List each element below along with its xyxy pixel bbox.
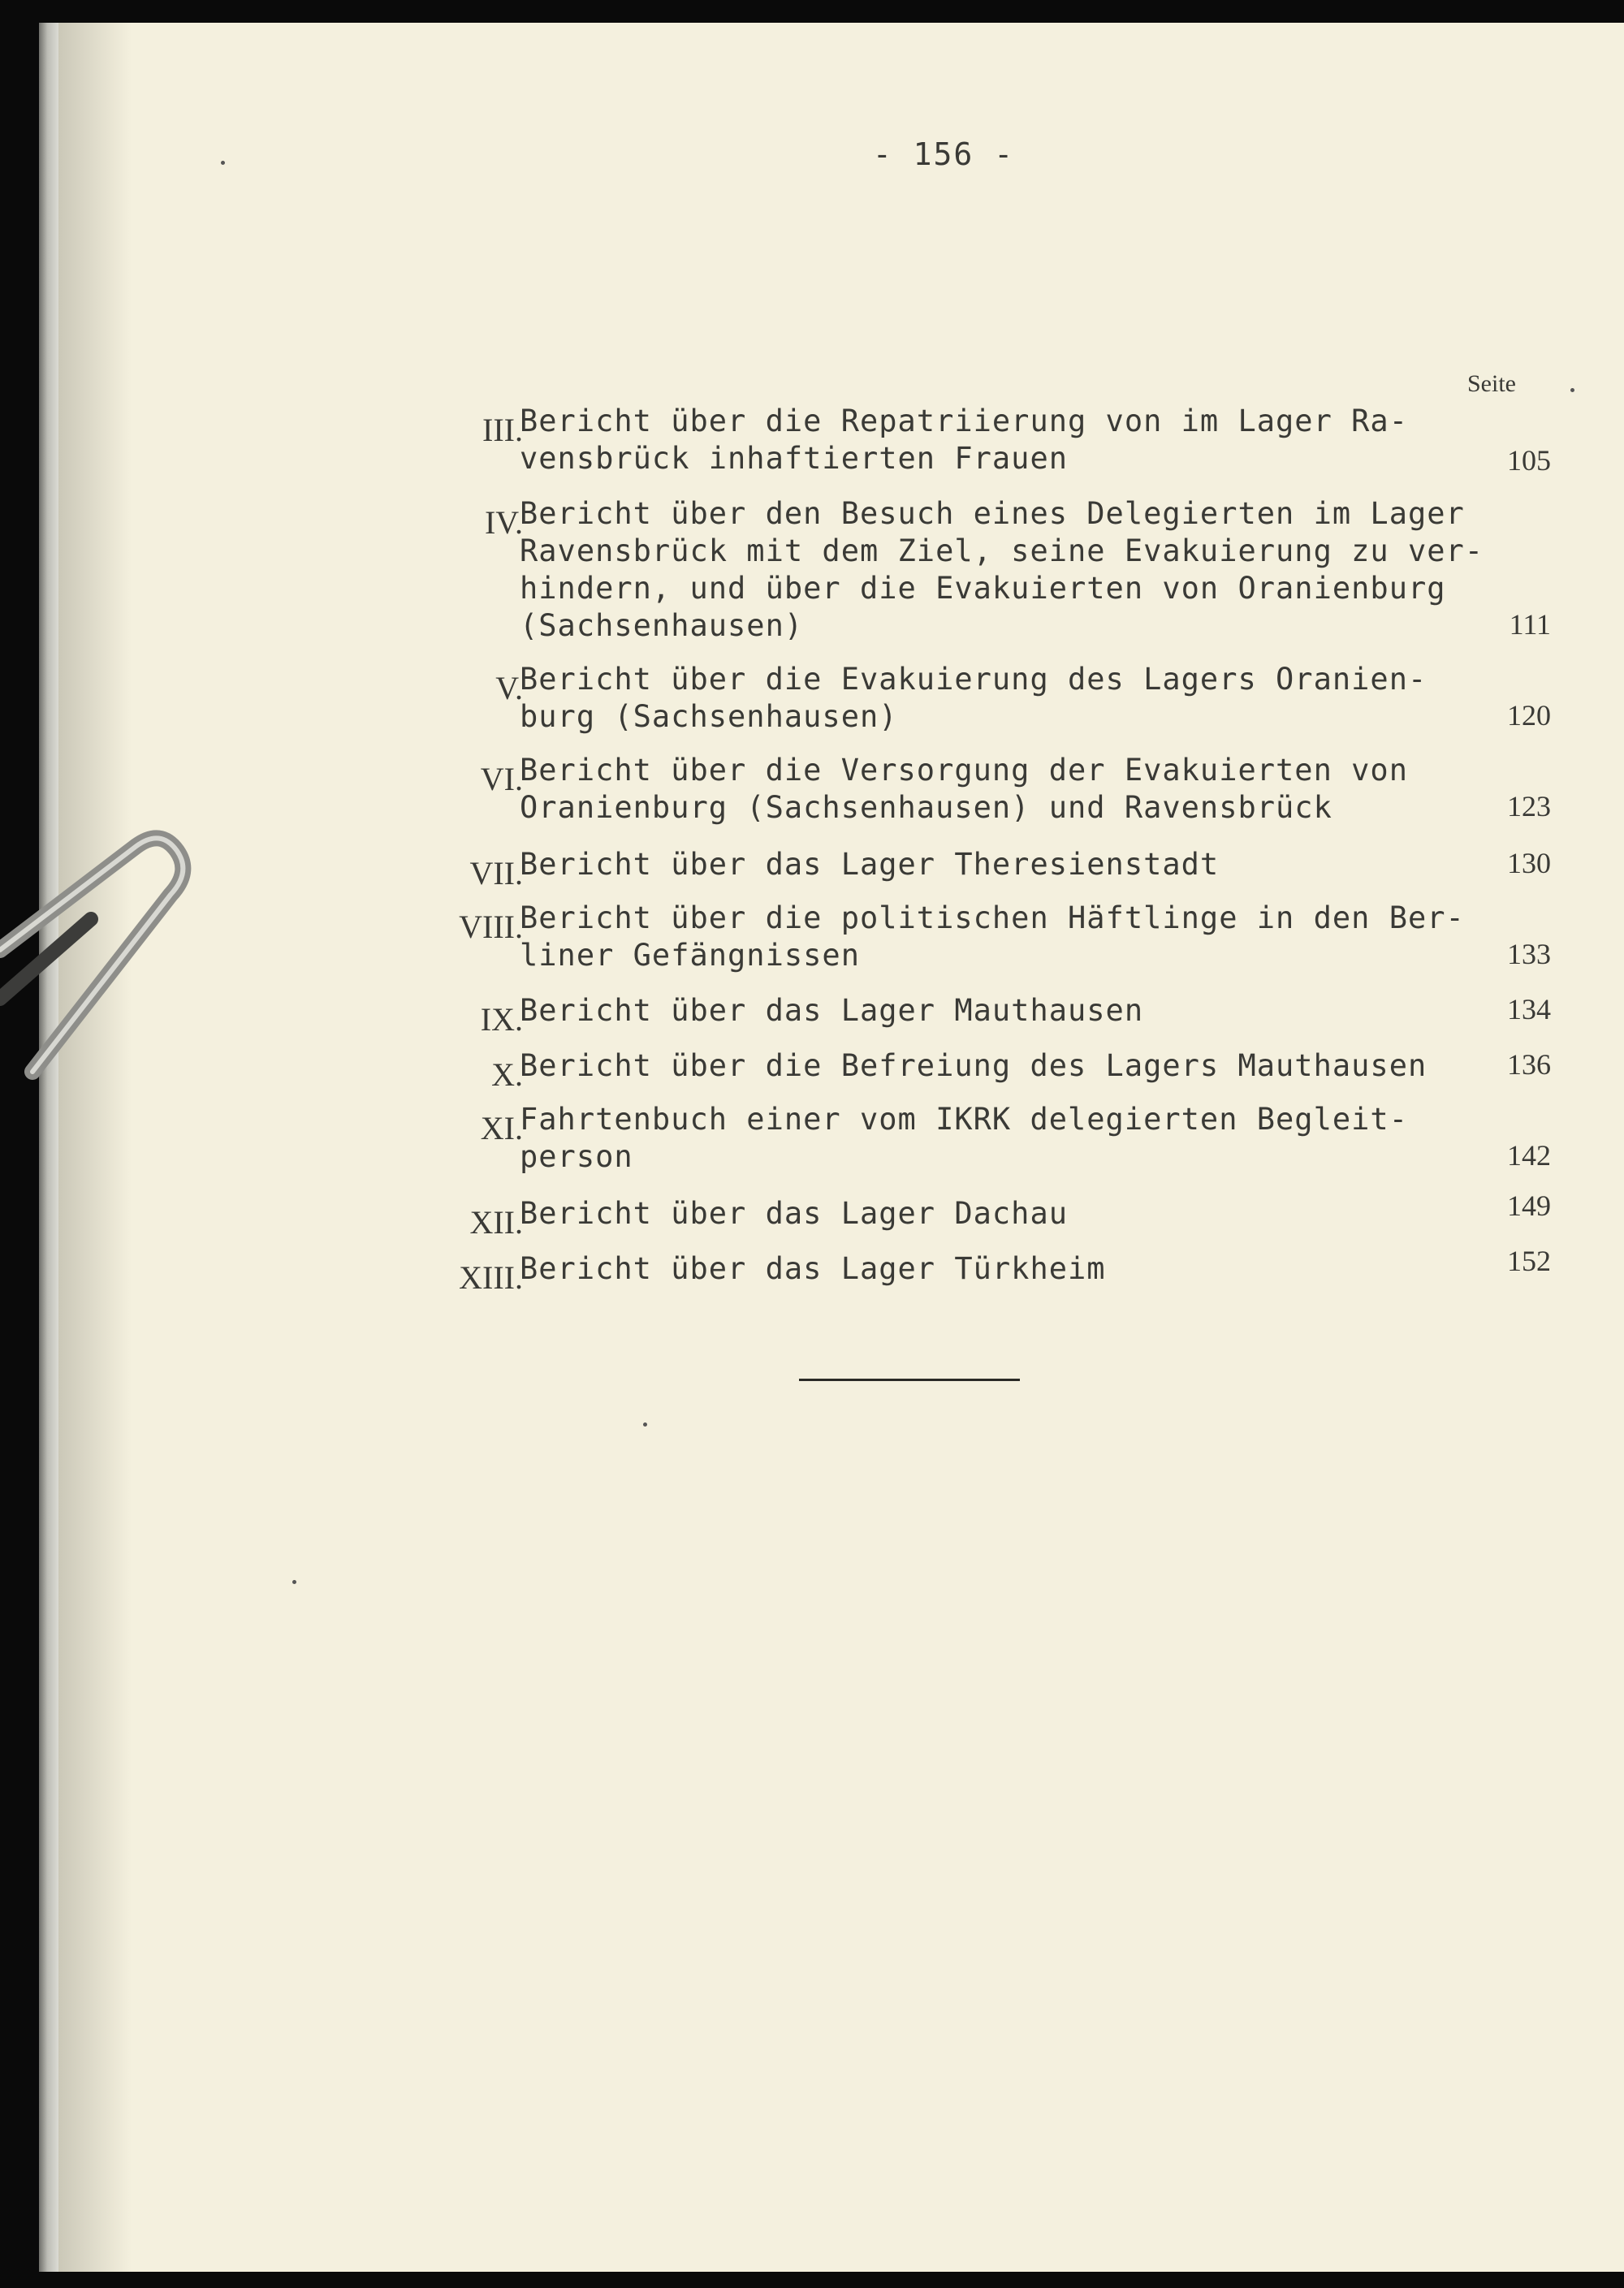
page-column-label: Seite bbox=[1467, 370, 1516, 397]
toc-entry-page: 149 bbox=[1507, 1189, 1551, 1222]
toc-entry-number: XIII. bbox=[459, 1259, 523, 1296]
toc-entry-page: 134 bbox=[1507, 993, 1551, 1025]
toc-entry-page: 152 bbox=[1507, 1245, 1551, 1277]
toc-entry-page: 105 bbox=[1507, 444, 1551, 477]
toc-entry-number: VI. bbox=[480, 761, 523, 797]
dust-speck bbox=[292, 1580, 296, 1584]
toc-entry-title: Bericht über die Evakuierung des Lagers Oranien- burg (Sachsenhausen) bbox=[520, 662, 1427, 734]
gutter-shadow bbox=[58, 23, 132, 2272]
dust-speck bbox=[1570, 388, 1574, 392]
toc-entry-title: Bericht über die Versorgung der Evakuierten von Oranienburg (Sachsenhausen) und Ravensbrück bbox=[520, 753, 1408, 825]
toc-entry-number: IV. bbox=[484, 504, 523, 541]
toc-entry-title: Fahrtenbuch einer vom IKRK delegierten Begleit- person bbox=[520, 1102, 1408, 1174]
toc-entry-title: Bericht über das Lager Dachau bbox=[520, 1196, 1069, 1231]
toc-entry-number: VII. bbox=[469, 855, 523, 891]
toc-entry-number: V. bbox=[495, 670, 523, 706]
end-rule bbox=[799, 1379, 1020, 1381]
toc-entry-title: Bericht über den Besuch eines Delegierten im Lager Ravensbrück mit dem Ziel, seine Evakuierung zu ver- hindern, und über die Evakuierten von Oranienburg (Sachsenhausen) bbox=[520, 496, 1484, 643]
toc-entry-title: Bericht über das Lager Türkheim bbox=[520, 1251, 1106, 1286]
toc-entry-title: Bericht über die Befreiung des Lagers Mauthausen bbox=[520, 1048, 1427, 1083]
dust-speck bbox=[643, 1422, 647, 1427]
toc-entry-number: XII. bbox=[469, 1204, 523, 1241]
document-page bbox=[58, 23, 1624, 2272]
toc-entry-page: 136 bbox=[1507, 1048, 1551, 1081]
toc-entry-page: 130 bbox=[1507, 847, 1551, 879]
toc-entry-title: Bericht über das Lager Mauthausen bbox=[520, 993, 1144, 1028]
toc-entry-page: 142 bbox=[1507, 1139, 1551, 1172]
toc-entry-page: 120 bbox=[1507, 699, 1551, 732]
toc-entry-title: Bericht über die Repatriierung von im Lager Ra- vensbrück inhaftierten Frauen bbox=[520, 404, 1408, 476]
toc-entry-number: IX. bbox=[480, 1001, 523, 1038]
paperclip bbox=[0, 828, 195, 1120]
toc-entry-page: 133 bbox=[1507, 938, 1551, 970]
toc-entry-number: III. bbox=[482, 412, 523, 448]
toc-entry-title: Bericht über das Lager Theresienstadt bbox=[520, 847, 1220, 882]
toc-entry-number: XI. bbox=[480, 1110, 523, 1146]
toc-entry-page: 111 bbox=[1509, 608, 1551, 641]
page-number: - 156 - bbox=[872, 136, 1015, 172]
toc-entry-number: VIII. bbox=[459, 909, 523, 945]
dust-speck bbox=[221, 161, 225, 165]
toc-entry-number: X. bbox=[491, 1056, 523, 1093]
toc-entry-page: 123 bbox=[1507, 790, 1551, 822]
toc-entry-title: Bericht über die politischen Häftlinge in den Ber- liner Gefängnissen bbox=[520, 900, 1465, 973]
